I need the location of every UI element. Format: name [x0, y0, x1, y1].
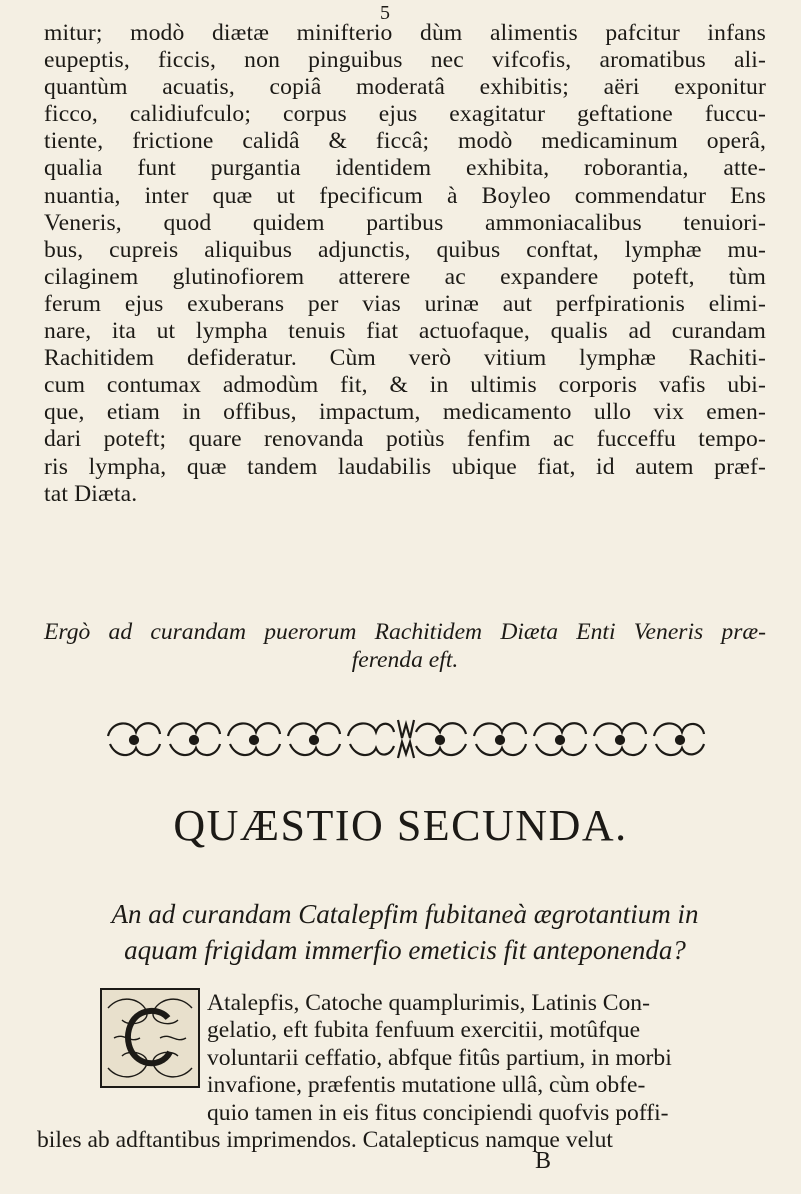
body-line: dari poteft; quare renovanda potiùs fenfim ac fucceffu tempo- — [44, 426, 766, 453]
paragraph-line: Atalepfis, Catoche quamplurimis, Latinis Con- — [207, 990, 650, 1016]
conclusion-line: Ergò ad curandam puerorum Rachitidem Diæta Enti Veneris præ- — [44, 619, 766, 645]
body-line: quantùm acuatis, copiâ moderatâ exhibitis; aëri exponitur — [44, 74, 766, 101]
second-paragraph — [37, 990, 765, 1154]
body-line: ris lympha, quæ tandem laudabilis ubique fiat, id autem præf- — [44, 453, 766, 480]
body-line: Veneris, quod quidem partibus ammoniacalibus tenuiori- — [44, 209, 766, 236]
ornament-band — [102, 714, 708, 764]
body-line: tat Diæta. — [44, 480, 138, 507]
conclusion-line: ferenda eft. — [351, 647, 459, 673]
ornament-motif — [108, 723, 160, 755]
section-heading: QUÆSTIO SECUNDA. — [173, 801, 628, 850]
body-line: que, etiam in offibus, impactum, medicamento ullo vix emen- — [44, 399, 766, 426]
body-line: bus, cupreis aliquibus adjunctis, quibus conftat, lymphæ mu- — [44, 236, 766, 263]
question-line: aquam frigidam immerfio emeticis fit anteponenda? — [124, 935, 686, 965]
body-paragraph — [44, 20, 766, 508]
body-line: cum contumax admodùm fit, & in ultimis corporis vafis ubi- — [44, 372, 766, 399]
body-line: qualia funt purgantia identidem exhibita, roborantia, atte- — [44, 155, 766, 182]
body-line: nare, ita ut lympha tenuis fiat actuofaque, qualis ad curandam — [44, 318, 766, 345]
body-line: cilaginem glutinofiorem atterere ac expandere poteft, tùm — [44, 263, 766, 290]
body-line: eupeptis, ficcis, non pinguibus nec vifcofis, aromatibus ali- — [44, 47, 766, 74]
body-line: ferum ejus exuberans per vias urinæ aut perfpirationis elimi- — [44, 290, 766, 317]
paragraph-line: invafione, præfentis mutatione ullâ, cùm obfe- — [207, 1072, 646, 1099]
question-title — [40, 896, 770, 968]
body-line: Rachitidem defideratur. Cùm verò vitium lymphæ Rachiti- — [44, 345, 766, 372]
paragraph-line: gelatio, eft fubita fenfuum exercitii, motûfque — [207, 1017, 641, 1044]
question-line: An ad curandam Catalepfim fubitaneà ægrotantium in — [111, 899, 699, 929]
paragraph-line: biles ab adftantibus imprimendos. Catalepticus namque velut — [37, 1127, 613, 1154]
catchword: B — [535, 1148, 552, 1174]
body-line: tiente, frictione calidâ & ficcâ; modò medicaminum operâ, — [44, 128, 766, 155]
body-line: nuantia, inter quæ ut fpecificum à Boyleo commendatur Ens — [44, 182, 766, 209]
conclusion — [44, 618, 766, 674]
body-line: mitur; modò diætæ minifterio dùm alimentis pafcitur infans — [44, 20, 766, 46]
page-signature: 5 — [380, 2, 390, 24]
paragraph-line: voluntarii ceffatio, abfque fitûs partium, in morbi — [207, 1044, 672, 1071]
paragraph-line: quio tamen in eis fitus concipiendi quofvis poffi- — [207, 1099, 669, 1126]
body-line: ficco, calidiufculo; corpus ejus exagitatur geftatione fuccu- — [44, 101, 766, 128]
